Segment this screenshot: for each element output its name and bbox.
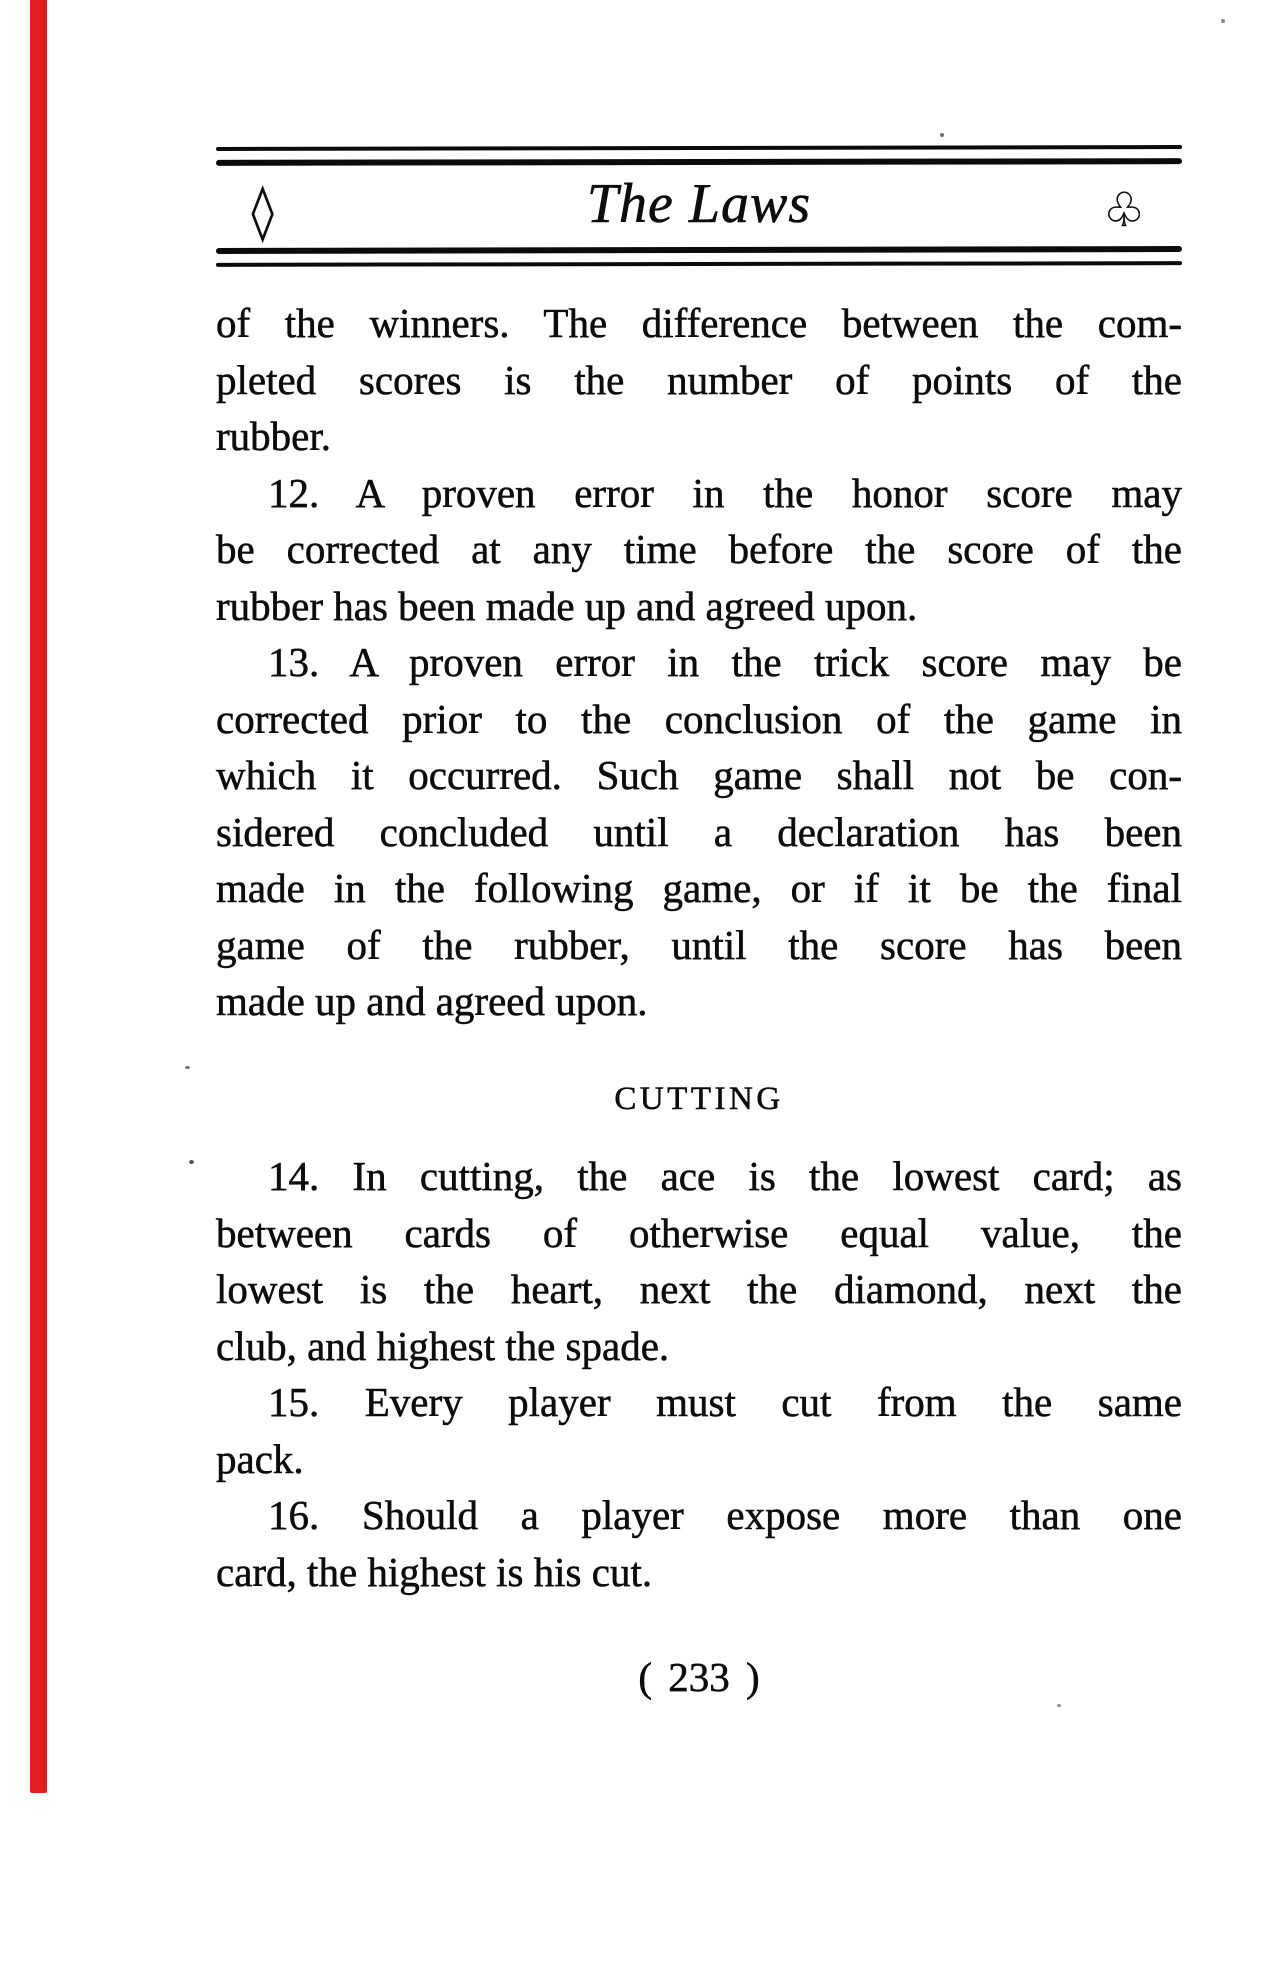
body-line: pack. (216, 1435, 304, 1482)
body-line-law-13: 13. A proven error in the trick score may be (268, 639, 1182, 685)
body-line: which it occurred. Such game shall not be con- (216, 752, 1182, 798)
ink-speck (189, 1160, 194, 1164)
body-line-law-16: 16. Should a player expose more than one (268, 1492, 1182, 1538)
header-rule-bottom-1 (216, 246, 1182, 254)
body-line: pleted scores is the number of points of the (216, 356, 1182, 403)
body-line: club, and highest the spade. (216, 1322, 670, 1369)
body-line: of the winners. The difference between the com- (216, 300, 1182, 346)
body-text-block-2 (216, 1148, 1182, 1600)
body-line: rubber has been made up and agreed upon. (216, 582, 918, 629)
club-suit-icon: ♧ (1103, 183, 1146, 238)
body-line: rubber. (216, 413, 331, 459)
ink-speck (1057, 1704, 1061, 1707)
ink-speck (940, 133, 944, 137)
body-line: made in the following game, or if it be the final (216, 865, 1182, 911)
header-rule-top-1 (216, 145, 1182, 151)
header-rule-bottom-2 (216, 261, 1182, 267)
body-line: corrected prior to the conclusion of the game in (216, 695, 1182, 742)
body-line: card, the highest is his cut. (216, 1548, 653, 1595)
body-text-block-1 (216, 295, 1182, 1030)
page-title: The Laws (586, 173, 812, 235)
body-line: sidered concluded until a declaration has been (216, 808, 1182, 855)
body-line-law-12: 12. A proven error in the honor score may (268, 469, 1182, 516)
ink-speck (1221, 19, 1225, 23)
body-line: between cards of otherwise equal value, the (216, 1209, 1182, 1256)
diamond-suit-icon: ◊ (251, 179, 274, 243)
body-line-law-14: 14. In cutting, the ace is the lowest card; as (268, 1153, 1182, 1199)
body-line: be corrected at any time before the score of the (216, 526, 1182, 572)
header-rule-top-2 (216, 158, 1182, 166)
section-heading-cutting: CUTTING (614, 1081, 784, 1117)
ink-speck (185, 1066, 190, 1069)
body-line: game of the rubber, until the score has been (216, 921, 1182, 968)
body-line: lowest is the heart, next the diamond, next the (216, 1266, 1182, 1312)
body-line-law-15: 15. Every player must cut from the same (268, 1379, 1182, 1425)
scan-red-edge (30, 0, 47, 1793)
page-number: ( 233 ) (638, 1654, 760, 1700)
body-line: made up and agreed upon. (216, 978, 648, 1024)
